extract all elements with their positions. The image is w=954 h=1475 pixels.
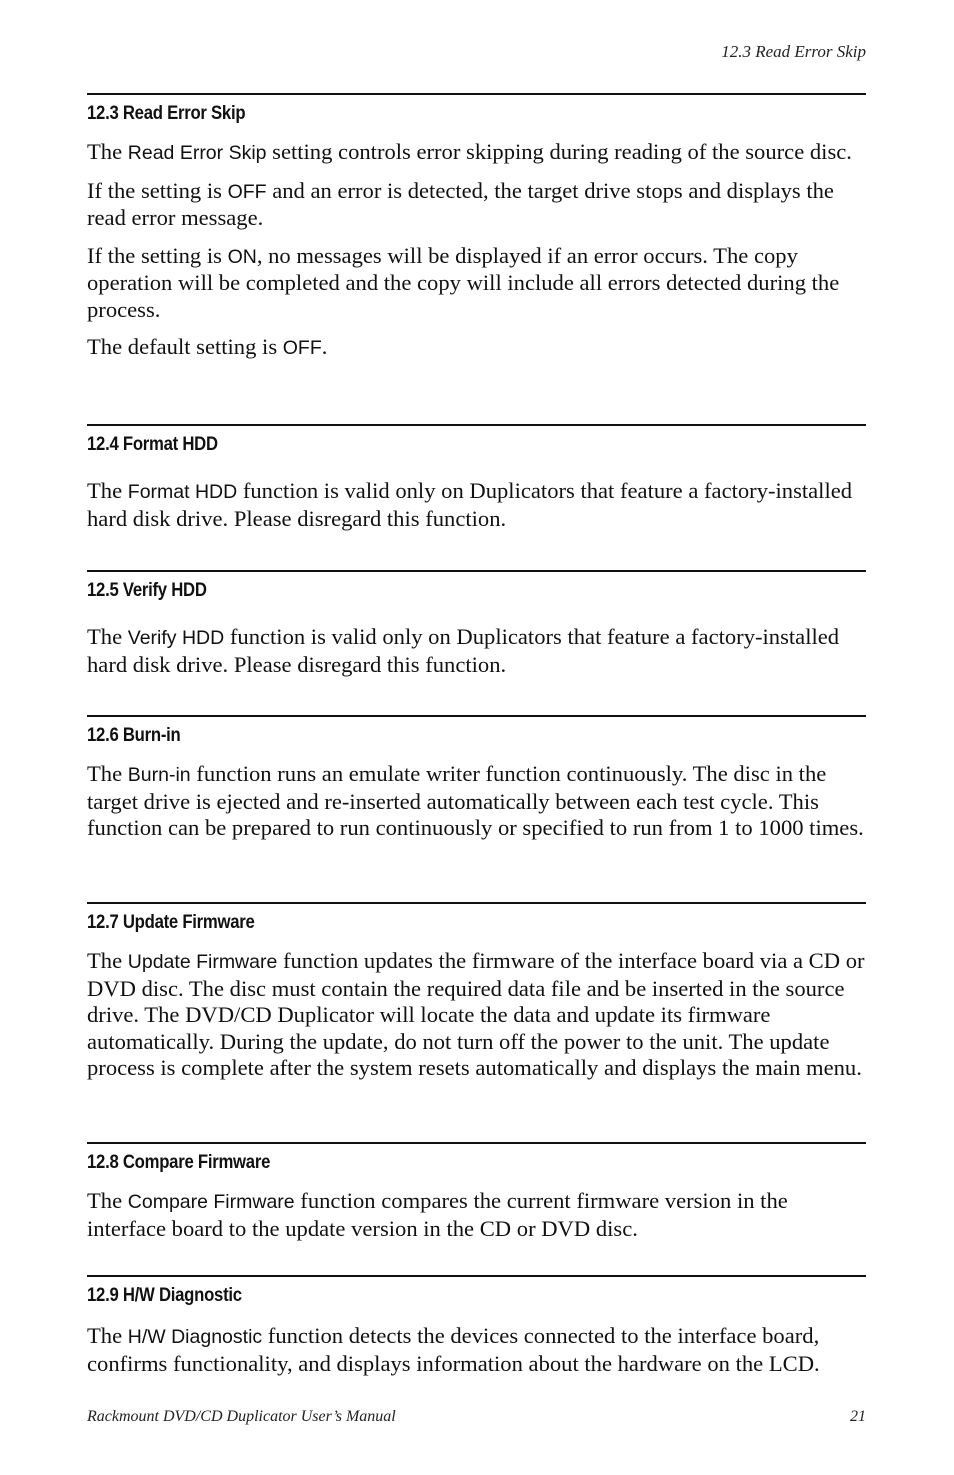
document-page [87, 0, 866, 1475]
function-name: Verify HDD [127, 627, 225, 649]
setting-value: OFF [227, 180, 267, 203]
section-rule [87, 715, 866, 717]
manual-title: Rackmount DVD/CD Duplicator User’s Manual [87, 1408, 396, 1425]
section-heading: 12.7 Update Firmware [87, 912, 255, 933]
paragraph: If the setting is ON, no messages will be displayed if an error occurs. The copy operation will be completed and the copy will include all errors detected during the process. [87, 242, 840, 322]
section-heading: 12.5 Verify HDD [87, 580, 207, 601]
section-burn-in [87, 715, 866, 842]
paragraph: The Burn-in function runs an emulate writer function continuously. The disc in the target drive is ejected and re-inserted automatically between each test cycle. This function can be prepared to run continuously or specified to run from 1 to 1000 times. [87, 761, 864, 840]
section-heading: 12.4 Format HDD [87, 434, 218, 455]
running-header: 12.3 Read Error Skip [721, 42, 866, 61]
section-compare-firmware [87, 1142, 866, 1242]
section-heading: 12.9 H/W Diagnostic [87, 1285, 242, 1306]
paragraph: The H/W Diagnostic function detects the devices connected to the interface board, confirms functionality, and displays information about the hardware on the LCD. [87, 1323, 820, 1376]
section-update-firmware [87, 902, 866, 1082]
paragraph: The Verify HDD function is valid only on Duplicators that feature a factory-installed hard disk drive. Please disregard this function. [87, 624, 840, 677]
section-rule [87, 570, 866, 572]
function-name: H/W Diagnostic [127, 1326, 263, 1348]
section-rule [87, 1275, 866, 1277]
section-heading: 12.3 Read Error Skip [87, 103, 246, 124]
section-format-hdd [87, 424, 866, 532]
section-rule [87, 902, 866, 904]
function-name: Compare Firmware [127, 1191, 295, 1213]
section-verify-hdd [87, 570, 866, 678]
paragraph: The Update Firmware function updates the firmware of the interface board via a CD or DVD disc. The disc must contain the required data file and be inserted in the source drive. The DVD/CD Duplicator will locate the data and update its firmware automatically. During the update, do not turn off the power to the unit. The update process is complete after the system resets automatically and displays the main menu. [87, 948, 865, 1080]
function-name: Burn-in [127, 764, 191, 786]
section-rule [87, 93, 866, 95]
section-rule [87, 1142, 866, 1144]
setting-value: ON [227, 245, 257, 268]
function-name: Update Firmware [127, 951, 278, 973]
section-hw-diagnostic [87, 1275, 866, 1377]
paragraph: The Compare Firmware function compares the current firmware version in the interface board to the update version in the CD or DVD disc. [87, 1188, 788, 1241]
page-number: 21 [850, 1408, 866, 1425]
section-rule [87, 424, 866, 426]
section-read-error-skip [87, 93, 866, 362]
section-heading: 12.6 Burn-in [87, 725, 181, 746]
page-footer [87, 1408, 866, 1426]
function-name: Format HDD [127, 481, 238, 503]
section-heading: 12.8 Compare Firmware [87, 1152, 271, 1173]
paragraph: If the setting is OFF and an error is detected, the target drive stops and displays the read error message. [87, 177, 834, 230]
paragraph: The Read Error Skip setting controls error skipping during reading of the source disc. [87, 139, 852, 164]
paragraph: The Format HDD function is valid only on Duplicators that feature a factory-installed hard disk drive. Please disregard this function. [87, 478, 853, 531]
setting-value: OFF [282, 337, 322, 359]
setting-name: Read Error Skip [127, 142, 267, 164]
paragraph: The default setting is OFF. [87, 334, 328, 359]
